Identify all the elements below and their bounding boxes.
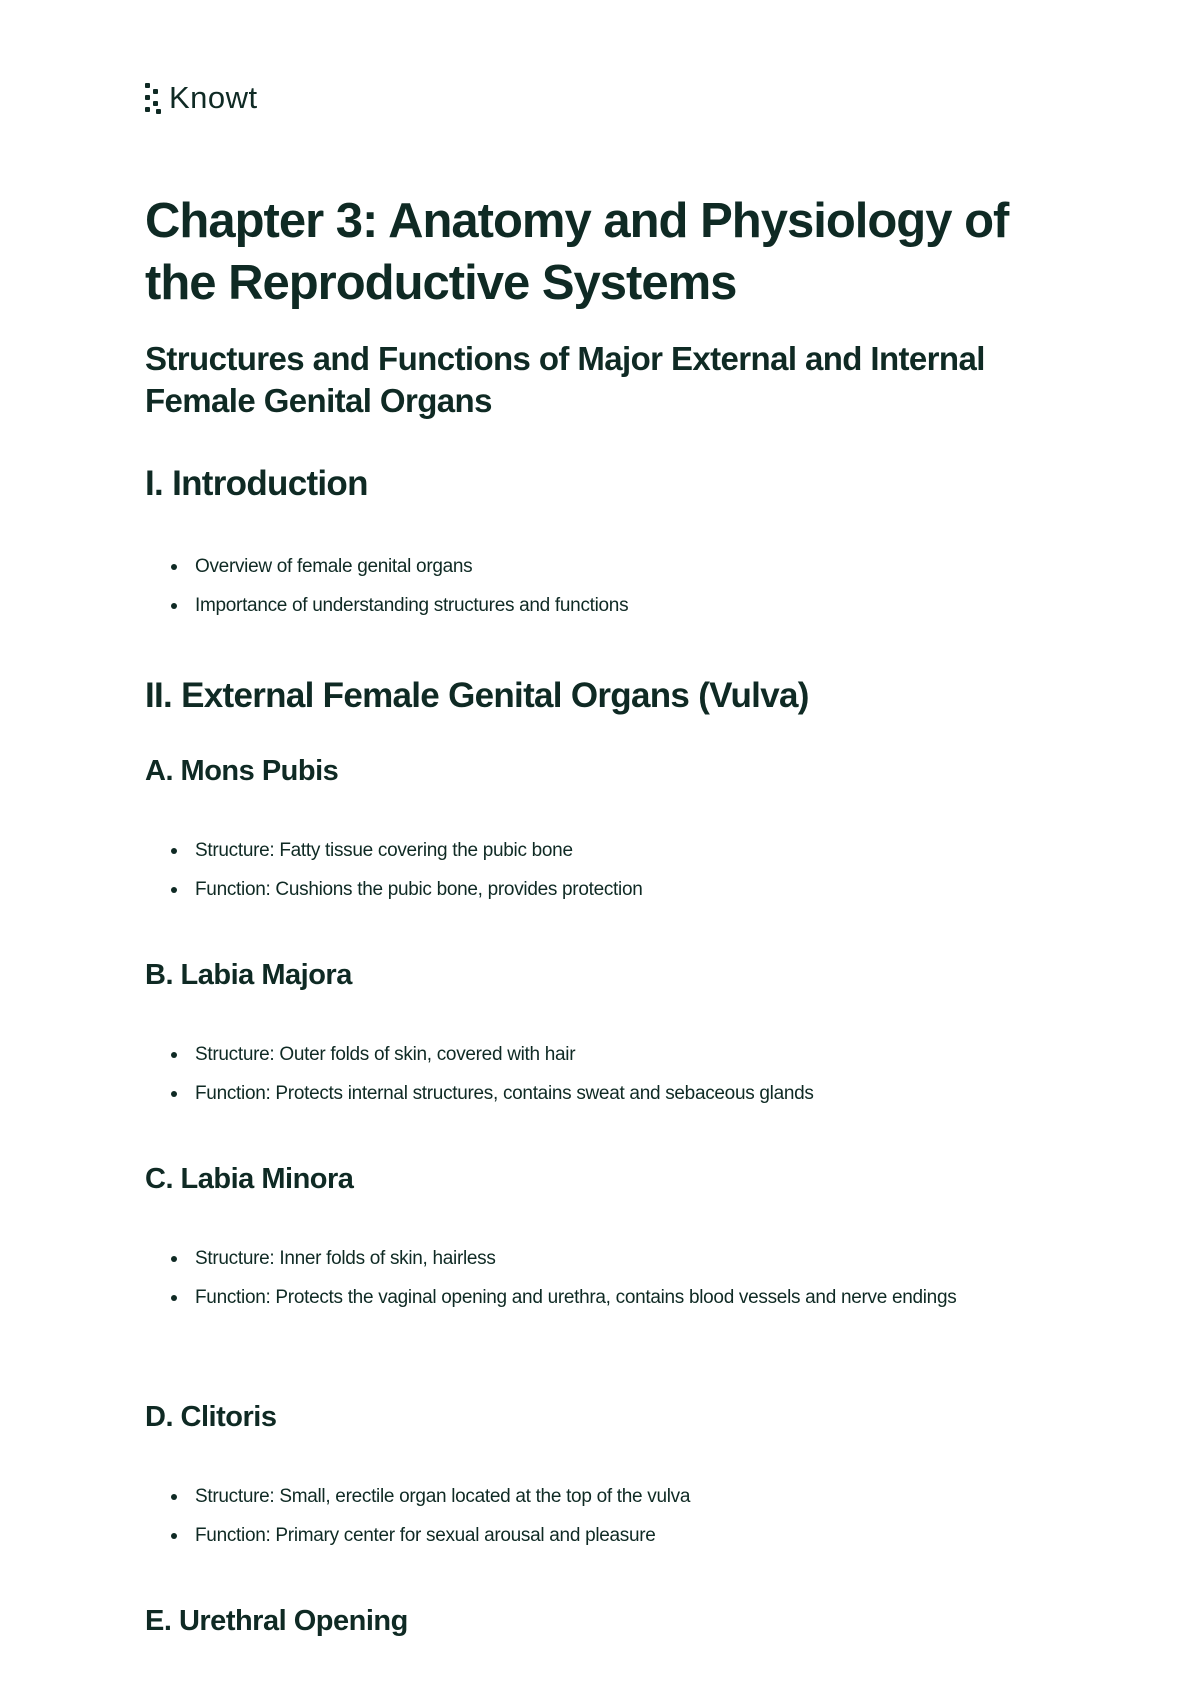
subsection-heading-labia-majora: B. Labia Majora	[145, 959, 352, 991]
subsection-heading-mons-pubis: A. Mons Pubis	[145, 755, 339, 787]
section-heading-external-organs: II. External Female Genital Organs (Vulva)	[145, 676, 809, 715]
knowt-logo	[145, 80, 258, 116]
list-item: Function: Protects the vaginal opening and urethra, contains blood vessels and nerve endings	[145, 1281, 1025, 1314]
section-heading-introduction: I. Introduction	[145, 464, 368, 503]
list-item: Structure: Inner folds of skin, hairless	[145, 1242, 1025, 1275]
labia-majora-list	[145, 1038, 1025, 1116]
list-item: Structure: Small, erectile organ located at the top of the vulva	[145, 1480, 1025, 1513]
list-item: Function: Primary center for sexual arousal and pleasure	[145, 1519, 1025, 1552]
labia-minora-list	[145, 1242, 1025, 1314]
knowt-logo-icon	[145, 81, 161, 115]
list-item: Structure: Outer folds of skin, covered with hair	[145, 1038, 1025, 1071]
document-title: Chapter 3: Anatomy and Physiology of the Reproductive Systems	[145, 194, 1009, 310]
subsection-heading-clitoris: D. Clitoris	[145, 1401, 277, 1433]
list-item: Structure: Fatty tissue covering the pubic bone	[145, 834, 1025, 867]
subsection-heading-labia-minora: C. Labia Minora	[145, 1163, 354, 1195]
brand-name: Knowt	[169, 80, 258, 115]
clitoris-list	[145, 1480, 1025, 1558]
list-item: Function: Protects internal structures, contains sweat and sebaceous glands	[145, 1077, 1025, 1110]
list-item: Function: Cushions the pubic bone, provides protection	[145, 873, 1025, 906]
list-item: Importance of understanding structures and functions	[145, 589, 1025, 622]
document-subtitle: Structures and Functions of Major External and Internal Female Genital Organs	[145, 340, 985, 419]
introduction-list	[145, 550, 1025, 628]
list-item: Overview of female genital organs	[145, 550, 1025, 583]
subsection-heading-urethral-opening: E. Urethral Opening	[145, 1605, 408, 1637]
mons-pubis-list	[145, 834, 1025, 912]
